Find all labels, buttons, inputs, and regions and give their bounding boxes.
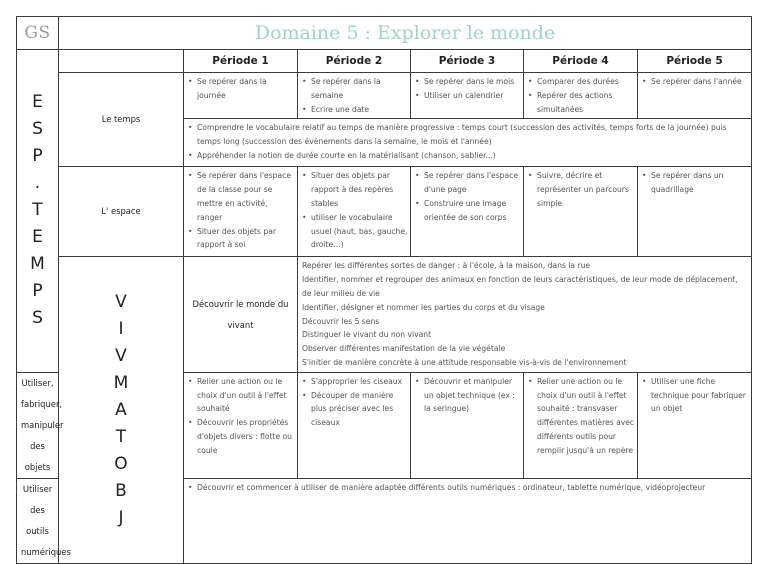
period-3-header: Période 3 (411, 50, 524, 73)
text-line: Découvrir les 5 sens (302, 316, 380, 326)
text-line: Observer différentes manifestation de la vie végétale (302, 344, 506, 354)
list-item: • Découvrir et commencer à utiliser de manière adaptée différents outils numériques : ordinateur, tablette numérique, vidéoprojecteur (188, 481, 749, 495)
row-label-numerique: Utiliser des outils numériques (17, 478, 59, 563)
side-letter: O (114, 453, 128, 474)
side-letter: J (118, 507, 124, 528)
period-1-header: Période 1 (184, 50, 298, 73)
list-item: • Situer des objets par rapport à des repères stables (302, 169, 408, 210)
objets-period-2 (298, 372, 411, 478)
objets-period-3 (411, 372, 524, 478)
list-item: • S'approprier les ciseaux (302, 375, 408, 389)
objets-period-4 (524, 372, 638, 478)
numerique-all-periods (184, 478, 752, 563)
list-item: • Construire une image orientée de son corps (415, 197, 521, 225)
side-letter: S (32, 308, 43, 329)
side-letter: E (32, 92, 43, 113)
espace-period-3 (411, 167, 524, 257)
list-item: • Situer des objets par rapport à soi (188, 225, 295, 253)
side-letter: T (115, 426, 127, 447)
list-item: • Découvrir les propriétés d'objets divers : flotte ou coule (188, 416, 295, 457)
espace-period-1 (184, 167, 298, 257)
side-letter: A (115, 399, 127, 420)
temps-period-3 (411, 73, 524, 119)
list-item: • Comprendre le vocabulaire relatif au temps de manière progressive : temps court (succession des activités, temps forts de la journée) puis temps long (succession des évènements dans la semaine, le mois et l'année) (188, 121, 749, 149)
vivant-all-periods (298, 257, 752, 372)
period-5-header: Période 5 (638, 50, 752, 73)
list-item: • Se repérer dans le mois (415, 75, 521, 89)
list-item: • Utiliser un calendrier (415, 89, 521, 103)
side-letter: B (115, 480, 127, 501)
side-letter: I (118, 318, 124, 339)
list-item: • Se repérer dans l'année (642, 75, 749, 89)
list-item: • Suivre, décrire et représenter un parcours simple (528, 169, 635, 210)
side-letter: E (32, 227, 43, 248)
page-title: Domaine 5 : Explorer le monde (59, 17, 752, 50)
side-letter: M (30, 254, 45, 275)
list-item: • Ecrire une date (302, 103, 408, 117)
row-label-temps: Le temps (59, 73, 184, 167)
row-label-espace: L' espace (59, 167, 184, 257)
side-letter: P (32, 281, 43, 302)
text-line: Identifier, nommer et regrouper des animaux en fonction de leurs caractéristiques, de leur mode de déplacement, de leur milieu de vie (302, 275, 738, 298)
list-item: • Se repérer dans la journée (188, 75, 295, 103)
side-letter: T (32, 200, 43, 221)
side-letter: M (113, 372, 129, 393)
list-item: • Relier une action ou le choix d'un outil à l'effet souhaité : transvaser différentes matières avec différents outils pour remplir jusqu'à un repère (528, 375, 635, 458)
header-empty-cell (59, 50, 184, 73)
side-letter: . (34, 173, 41, 194)
row-label-objets: Utiliser, fabriquer, manipuler des objets (17, 372, 59, 478)
temps-all-periods (184, 119, 752, 167)
programme-table (16, 16, 752, 564)
list-item: • Utiliser une fiche technique pour fabriquer un objet (642, 375, 749, 416)
list-item: • Se repérer dans la semaine (302, 75, 408, 103)
list-item: • Comparer des durées (528, 75, 635, 89)
text-line: Distinguer le vivant du non vivant (302, 330, 432, 340)
objets-period-1 (184, 372, 298, 478)
list-item: • utiliser le vocabulaire usuel (haut, bas, gauche, droite…) (302, 211, 408, 252)
list-item: • Se repérer dans l'espace de la classe pour se mettre en activité, ranger (188, 169, 295, 224)
text-line: Identifier, désigner et nommer les parties du corps et du visage (302, 302, 545, 312)
espace-period-2 (298, 167, 411, 257)
side-letter: P (32, 146, 43, 167)
list-item: • Découvrir et manipuler un objet technique (ex : la seringue) (415, 375, 521, 416)
side-letter: V (115, 345, 127, 366)
list-item: • Appréhender la notion de durée courte en la matérialisant (chanson, sablier...) (188, 149, 749, 163)
temps-period-4 (524, 73, 638, 119)
list-item: • Découper de manière plus préciser avec les ciseaux (302, 389, 408, 430)
espace-period-4 (524, 167, 638, 257)
temps-period-2 (298, 73, 411, 119)
row-label-vivant: Découvrir le monde du vivant (184, 257, 298, 372)
temps-period-1 (184, 73, 298, 119)
espace-period-5 (638, 167, 752, 257)
temps-period-5 (638, 73, 752, 119)
side-letter: V (115, 291, 127, 312)
side-label-vivant-matiere-objets (59, 257, 184, 563)
period-2-header: Période 2 (298, 50, 411, 73)
side-label-espace-temps (17, 50, 59, 373)
programme-table-wrapper (16, 16, 751, 557)
list-item: • Se repérer dans l'espace d'une page (415, 169, 521, 197)
list-item: • Relier une action ou le choix d'un outil à l'effet souhaité (188, 375, 295, 416)
list-item: • Repérer des actions simultanées (528, 89, 635, 117)
objets-period-5 (638, 372, 752, 478)
text-line: Repérer les différentes sortes de danger : à l'école, à la maison, dans la rue (302, 261, 591, 271)
class-level: GS (17, 17, 59, 50)
text-line: S'initier de manière concrète à une attitude responsable vis-à-vis de l'environnement (302, 357, 627, 367)
list-item: • Se repérer dans un quadrillage (642, 169, 749, 197)
period-4-header: Période 4 (524, 50, 638, 73)
side-letter: S (32, 119, 43, 140)
